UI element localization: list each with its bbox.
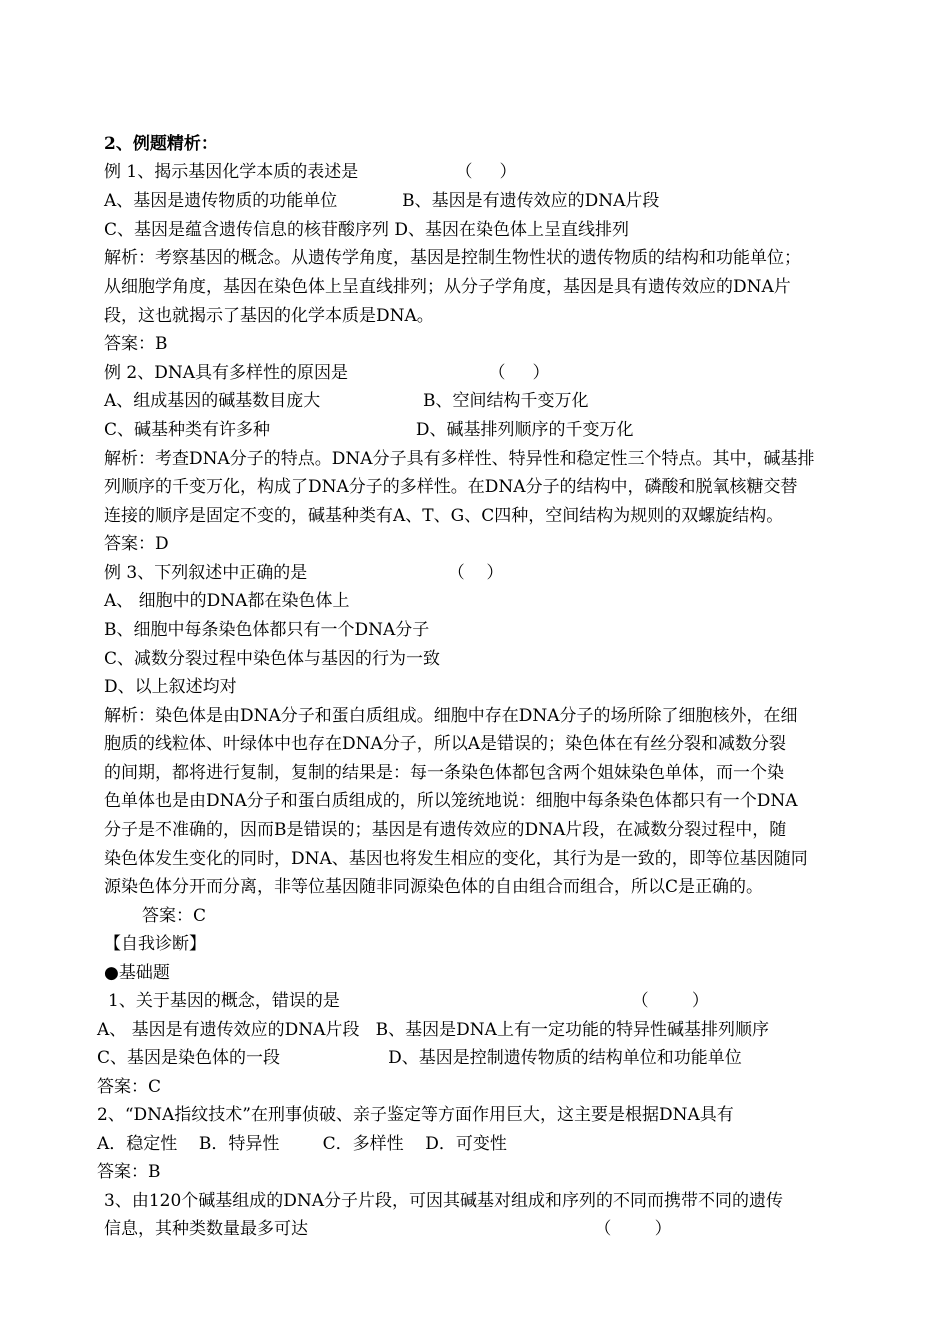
text-line: A．稳定性 B．特异性 C．多样性 D．可变性 [97, 1134, 507, 1154]
text-line: 连接的顺序是固定不变的，碱基种类有A、T、G、C四种，空间结构为规则的双螺旋结构。 [104, 506, 784, 526]
text-line: C、基因是染色体的一段 D、基因是控制遗传物质的结构单位和功能单位 [97, 1048, 742, 1068]
text-line: 信息，其种类数量最多可达 （ ） [104, 1219, 672, 1239]
text-line: A、 基因是有遗传效应的DNA片段 B、基因是DNA上有一定功能的特异性碱基排列顺序 [97, 1020, 769, 1040]
text-line: 答案：D [104, 534, 169, 554]
text-line: 源染色体分开而分离，非等位基因随非同源染色体的自由组合而组合，所以C是正确的。 [104, 877, 764, 897]
text-line: 例 2、DNA具有多样性的原因是 （ ） [104, 363, 550, 383]
text-line: 解析：染色体是由DNA分子和蛋白质组成。细胞中存在DNA分子的场所除了细胞核外，在细 [104, 706, 798, 726]
text-line: C、基因是蕴含遗传信息的核苷酸序列 D、基因在染色体上呈直线排列 [104, 220, 630, 240]
text-line: ●基础题 [104, 963, 170, 983]
text-line: 染色体发生变化的同时，DNA、基因也将发生相应的变化，其行为是一致的，即等位基因随同 [104, 849, 808, 869]
text-line: 例 3、下列叙述中正确的是 （ ） [104, 563, 504, 583]
text-line: D、以上叙述均对 [104, 677, 237, 697]
text-line: 解析：考查DNA分子的特点。DNA分子具有多样性、特异性和稳定性三个特点。其中，碱基排 [104, 449, 815, 469]
text-line: 分子是不准确的，因而B是错误的；基因是有遗传效应的DNA片段，在减数分裂过程中，随 [104, 820, 787, 840]
text-line: 从细胞学角度，基因在染色体上呈直线排列；从分子学角度，基因是具有遗传效应的DNA片 [104, 277, 791, 297]
text-line: C、碱基种类有许多种 D、碱基排列顺序的千变万化 [104, 420, 634, 440]
text-line: 列顺序的千变万化，构成了DNA分子的多样性。在DNA分子的结构中，磷酸和脱氧核糖交替 [104, 477, 798, 497]
text-line: 胞质的线粒体、叶绿体中也存在DNA分子，所以A是错误的；染色体在有丝分裂和减数分裂 [104, 734, 787, 754]
text-line: A、基因是遗传物质的功能单位 B、基因是有遗传效应的DNA片段 [104, 191, 660, 211]
text-line: A、 细胞中的DNA都在染色体上 [104, 591, 350, 611]
text-line: 【自我诊断】 [104, 934, 206, 954]
text-line: 答案：B [104, 334, 168, 354]
text-line: 色单体也是由DNA分子和蛋白质组成的，所以笼统地说：细胞中每条染色体都只有一个DNA [104, 791, 798, 811]
text-line: A、组成基因的碱基数目庞大 B、空间结构千变万化 [104, 391, 589, 411]
text-line: 2、“DNA指纹技术”在刑事侦破、亲子鉴定等方面作用巨大，这主要是根据DNA具有 [97, 1105, 734, 1125]
text-line: C、减数分裂过程中染色体与基因的行为一致 [104, 649, 441, 669]
text-line: 1、关于基因的概念，错误的是 （ ） [108, 991, 709, 1011]
text-line: 答案：C [142, 906, 207, 926]
text-line: 的间期，都将进行复制，复制的结果是：每一条染色体都包含两个姐妹染色单体，而一个染 [104, 763, 784, 783]
text-line: 例 1、揭示基因化学本质的表述是 （ ） [104, 162, 517, 182]
text-line: 2、例题精析： [104, 134, 218, 154]
text-line: 段，这也就揭示了基因的化学本质是DNA。 [104, 306, 434, 326]
text-line: 3、由120个碱基组成的DNA分子片段，可因其碱基对组成和序列的不同而携带不同的遗传 [104, 1191, 784, 1211]
text-line: B、细胞中每条染色体都只有一个DNA分子 [104, 620, 430, 640]
text-line: 答案：C [97, 1077, 162, 1097]
text-line: 答案：B [97, 1162, 161, 1182]
text-line: 解析：考察基因的概念。从遗传学角度，基因是控制生物性状的遗传物质的结构和功能单位； [104, 248, 801, 268]
